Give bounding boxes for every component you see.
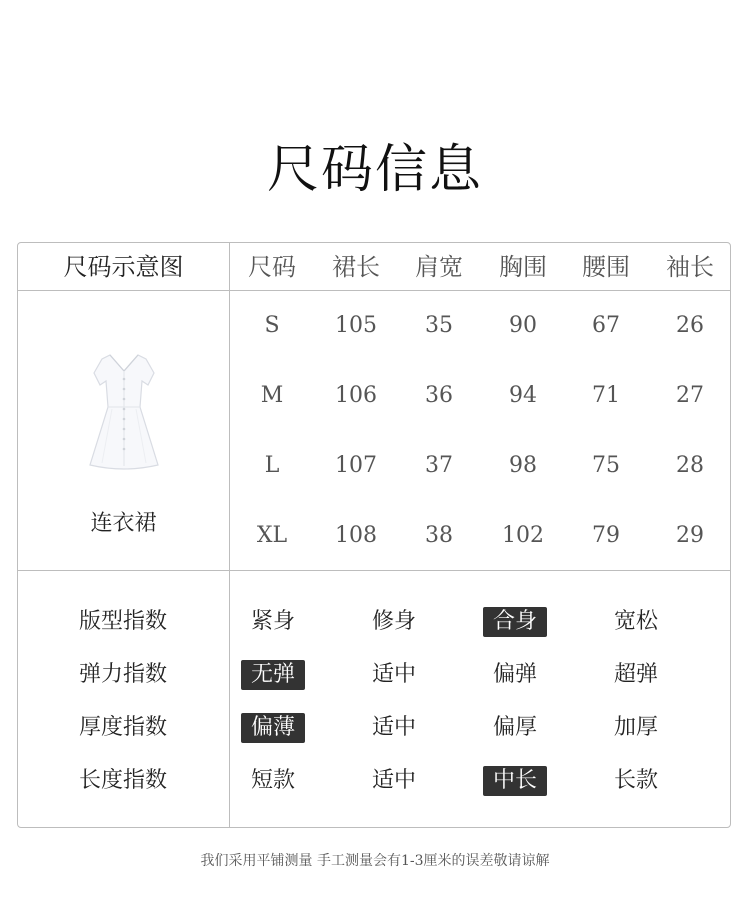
column-header: 腰围	[582, 253, 630, 281]
measurement-note: 我们采用平铺测量 手工测量会有1-3厘米的误差敬请谅解	[200, 853, 550, 869]
index-label: 版型指数	[78, 609, 167, 634]
measurement-cell: 38	[425, 523, 453, 548]
measurement-cell: 108	[335, 523, 377, 548]
index-option-selected: 无弹	[241, 660, 305, 690]
index-option: 偏弹	[492, 662, 537, 687]
measurement-cell: 94	[509, 383, 537, 408]
section-divider	[18, 570, 730, 571]
measurement-cell: 29	[676, 523, 704, 548]
index-option-selected: 合身	[483, 607, 547, 637]
measurement-cell: 75	[592, 453, 620, 478]
index-label: 厚度指数	[78, 715, 167, 740]
measurement-cell: 90	[509, 313, 537, 338]
size-cell: XL	[256, 523, 288, 548]
index-option: 长款	[613, 768, 658, 793]
measurement-cell: 27	[676, 383, 704, 408]
measurement-cell: 35	[425, 313, 453, 338]
measurement-cell: 107	[335, 453, 377, 478]
dress-icon	[86, 351, 162, 473]
index-option-selected: 中长	[483, 766, 547, 796]
column-divider	[229, 243, 230, 827]
measurement-cell: 28	[676, 453, 704, 478]
index-option: 适中	[371, 768, 416, 793]
index-option: 修身	[371, 609, 416, 634]
measurement-cell: 105	[335, 313, 377, 338]
measurement-cell: 106	[335, 383, 377, 408]
measurement-cell: 98	[509, 453, 537, 478]
column-header: 袖长	[666, 253, 714, 281]
index-option: 适中	[371, 662, 416, 687]
measurement-cell: 26	[676, 313, 704, 338]
column-header: 尺码	[248, 253, 296, 281]
index-option: 加厚	[613, 715, 658, 740]
index-option-selected: 偏薄	[241, 713, 305, 743]
header-divider	[18, 290, 730, 291]
column-header: 胸围	[499, 253, 547, 281]
page-title: 尺码信息	[266, 140, 483, 200]
measurement-cell: 37	[425, 453, 453, 478]
index-option: 适中	[371, 715, 416, 740]
measurement-cell: 67	[592, 313, 620, 338]
measurement-cell: 36	[425, 383, 453, 408]
measurement-cell: 71	[592, 383, 620, 408]
index-label: 弹力指数	[78, 662, 167, 687]
size-cell: S	[264, 313, 280, 338]
index-label: 长度指数	[78, 768, 167, 793]
garment-label: 连衣裙	[90, 511, 157, 536]
index-option: 超弹	[613, 662, 658, 687]
index-option: 紧身	[250, 609, 295, 634]
size-cell: M	[260, 383, 284, 408]
column-header: 裙长	[332, 253, 380, 281]
column-header: 肩宽	[415, 253, 463, 281]
measurement-cell: 102	[502, 523, 544, 548]
size-cell: L	[264, 453, 280, 478]
measurement-cell: 79	[592, 523, 620, 548]
index-option: 宽松	[613, 609, 658, 634]
size-table	[17, 242, 731, 828]
index-option: 短款	[250, 768, 295, 793]
diagram-header: 尺码示意图	[63, 253, 184, 281]
index-option: 偏厚	[492, 715, 537, 740]
